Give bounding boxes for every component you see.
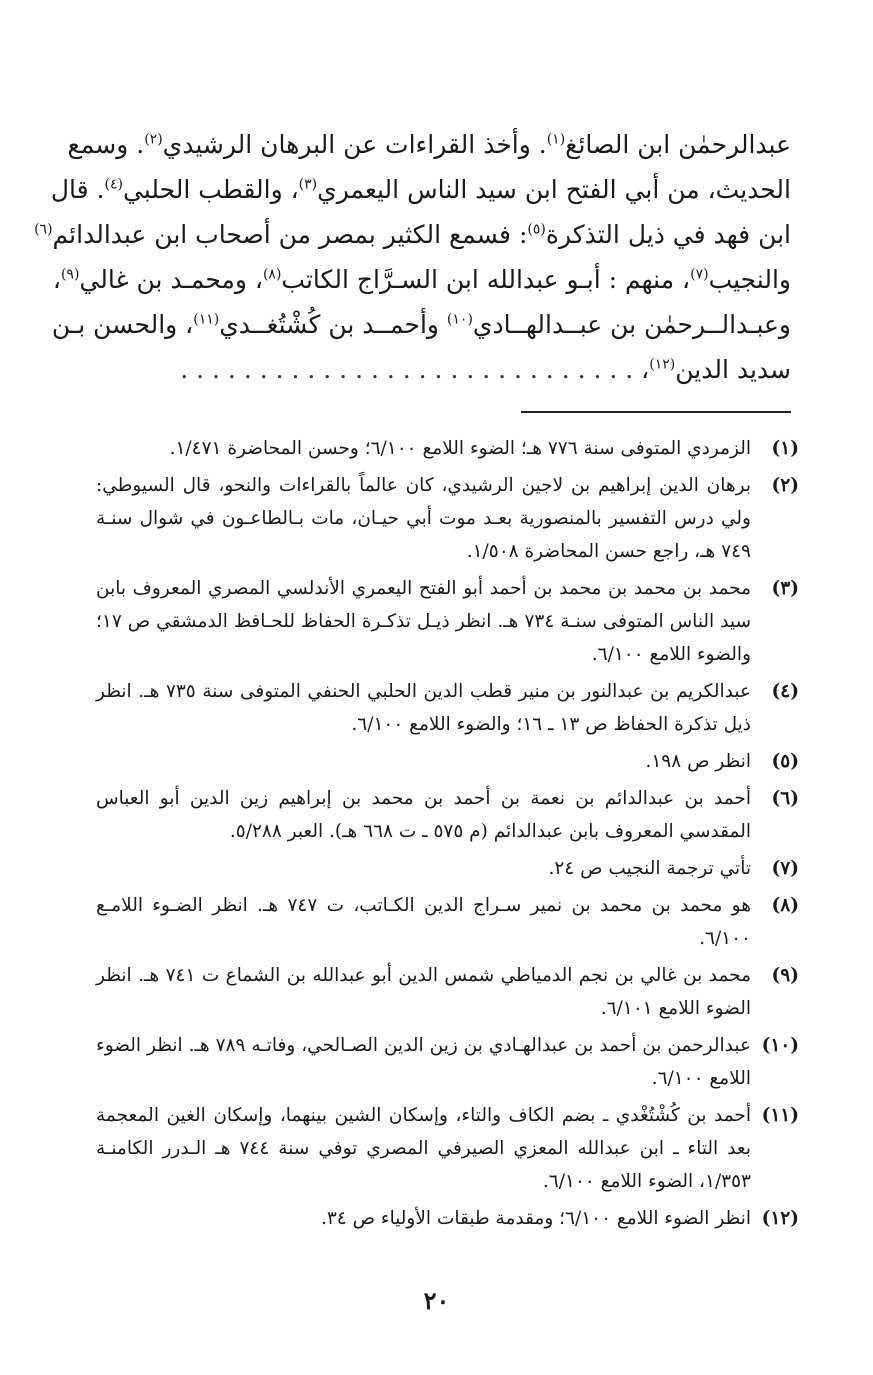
- text-segment: . وأخذ القراءات عن البرهان الرشيدي: [162, 130, 547, 159]
- text-line: [50, 167, 791, 212]
- footnote: [96, 852, 799, 885]
- text-segment: عبدالرحمٰن ابن الصائغ: [565, 130, 791, 159]
- footnote-reference: (٨): [262, 266, 282, 283]
- dotted-leader: . . . . . . . . . . . . . . . . . . . . . . . . . . . . .: [180, 355, 634, 384]
- text-segment: ، ومحمـد بن غالي: [79, 265, 263, 294]
- text-segment: وعبـدالــرحمٰن بن عبــدالهــادي: [472, 310, 791, 339]
- footnote-text: محمد بن غالي بن نجم الدمياطي شمس الدين أبو عبدالله بن الشماع ت ٧٤١ هـ. انظر الضوء اللامع ٦/١٠١.: [96, 965, 751, 1019]
- footnote-text: انظر ص ١٩٨.: [645, 751, 751, 772]
- text-line: [67, 122, 791, 167]
- footnote-number: (١٢): [761, 1208, 799, 1229]
- text-line: [52, 257, 791, 302]
- footnote-number: (٥): [771, 751, 799, 772]
- footnote-text: أحمد بن عبدالدائم بن نعمة بن أحمد بن محمد بن إبراهيم زين الدين أبو العباس المقدسي المعروف بابن عبدالدائم (م ٥٧٥ ـ ت ٦٦٨ هـ). العبر ٥/٢٨٨.: [96, 788, 751, 842]
- footnote-text: هو محمد بن محمد بن نمير سـراج الدين الكـاتب، ت ٧٤٧ هـ. انظر الضـوء اللامـع ٦/١٠٠.: [96, 895, 751, 949]
- footnote-number: (١): [771, 438, 799, 459]
- footnote: [96, 675, 799, 741]
- footnote-reference: (٦): [34, 221, 53, 238]
- footnote-reference: (٣): [298, 176, 318, 193]
- footnote-number: (٩): [771, 965, 799, 986]
- footnote-reference: (١٢): [649, 356, 676, 373]
- footnote-text: الزمردي المتوفى سنة ٧٧٦ هـ؛ الضوء اللامع ٦/١٠٠؛ وحسن المحاضرة ١/٤٧١.: [169, 438, 751, 459]
- footnote: [96, 432, 799, 465]
- footnote: [96, 1202, 799, 1235]
- text-segment: والنجيب: [708, 265, 791, 294]
- text-line: [34, 212, 791, 257]
- footnote-reference: (١٠): [446, 311, 473, 328]
- text-segment: ،: [52, 265, 61, 294]
- main-text: [34, 122, 791, 392]
- footnote-number: (٧): [771, 858, 799, 879]
- footnote: [96, 782, 799, 848]
- footnote-reference: (٥): [527, 221, 546, 238]
- footnote-number: (١١): [761, 1105, 799, 1126]
- text-segment: ، منهم : أبـو عبدالله ابن السـرَّاج الكاتب: [281, 265, 691, 294]
- page-number: ٢٠: [423, 1286, 450, 1315]
- footnote-number: (٢): [771, 475, 799, 496]
- footnote-text: محمد بن محمد بن محمد بن أحمد أبو الفتح اليعمري الأندلسي المصري المعروف بابن سيد الناس المتوفى سنـة ٧٣٤ هـ. انظر ذيـل تذكـرة الحفاظ للحـافظ الدمشقي ص ١٧؛ والضوء اللامع ٦/١٠٠.: [96, 578, 751, 665]
- text-segment: سديد الدين: [675, 355, 791, 384]
- footnote-text: برهان الدين إبراهيم بن لاجين الرشيدي، كان عالماً بالقراءات والنحو، قال السيوطي: ولي درس التفسير بالمنصورية بعـد موت أبي حيـان، مات بـالطاعـون في شوال سنـة ٧٤٩ هـ، راجع حسن المحاضرة ١/٥٠٨.: [96, 475, 751, 562]
- footnote-reference: (١): [546, 131, 566, 148]
- footnote-reference: (٩): [60, 266, 80, 283]
- text-segment: . وسمع: [67, 130, 145, 159]
- footnote-reference: (١١): [193, 311, 220, 328]
- text-segment: ، والحسن بـن: [51, 310, 194, 339]
- footnote-text: أحمد بن كُشْتُغْدي ـ بضم الكاف والتاء، وإسكان الشين بينهما، وإسكان الغين المعجمة بعد التاء ـ ابن عبدالله المعزي الصيرفي المصري توفي سنة ٧٤٤ هـ الـدرر الكامنـة ١/٣٥٣، الضوء اللامع ٦/١٠٠.: [96, 1105, 751, 1192]
- footnote-reference: (٧): [690, 266, 709, 283]
- footnote-separator: [521, 411, 791, 413]
- footnote-reference: (٤): [104, 176, 123, 193]
- text-line: [51, 302, 791, 347]
- footnote-text: عبدالرحمن بن أحمد بن عبدالهـادي بن زين الدين الصـالحي، وفاتـه ٧٨٩ هـ. انظر الضوء اللامع ٦/١٠٠.: [96, 1035, 751, 1089]
- footnote: [96, 1099, 799, 1198]
- text-segment: وأحمــد بن كُشْتُغــدي: [219, 310, 447, 339]
- text-segment: ، والقطب الحلبي: [123, 175, 299, 204]
- text-line: [88, 347, 791, 392]
- footnote: [96, 572, 799, 671]
- footnote: [96, 469, 799, 568]
- footnote: [96, 745, 799, 778]
- footnote: [96, 959, 799, 1025]
- footnote-number: (٦): [771, 788, 799, 809]
- text-segment: ،: [633, 355, 650, 384]
- footnotes: [96, 432, 799, 1239]
- footnote-number: (٨): [771, 895, 799, 916]
- text-segment: . قال: [50, 175, 105, 204]
- footnote-text: عبدالكريم بن عبدالنور بن منير قطب الدين الحلبي الحنفي المتوفى سنة ٧٣٥ هـ. انظر ذيل تذكرة الحفاظ ص ١٣ ـ ١٦؛ والضوء اللامع ٦/١٠٠.: [96, 681, 751, 735]
- text-segment: : فسمع الكثير بمصر من أصحاب ابن عبدالدائم: [52, 220, 528, 249]
- footnote-number: (١٠): [761, 1035, 799, 1056]
- footnote-text: تأتي ترجمة النجيب ص ٢٤.: [548, 858, 751, 879]
- text-segment: الحديث، من أبي الفتح ابن سيد الناس اليعمري: [317, 175, 791, 204]
- footnote-reference: (٢): [144, 131, 163, 148]
- text-segment: ابن فهد في ذيل التذكرة: [545, 220, 791, 249]
- footnote-number: (٣): [771, 578, 799, 599]
- footnote-text: انظر الضوء اللامع ٦/١٠٠؛ ومقدمة طبقات الأولياء ص ٣٤.: [320, 1208, 751, 1229]
- footnote: [96, 889, 799, 955]
- footnote: [96, 1029, 799, 1095]
- footnote-number: (٤): [771, 681, 799, 702]
